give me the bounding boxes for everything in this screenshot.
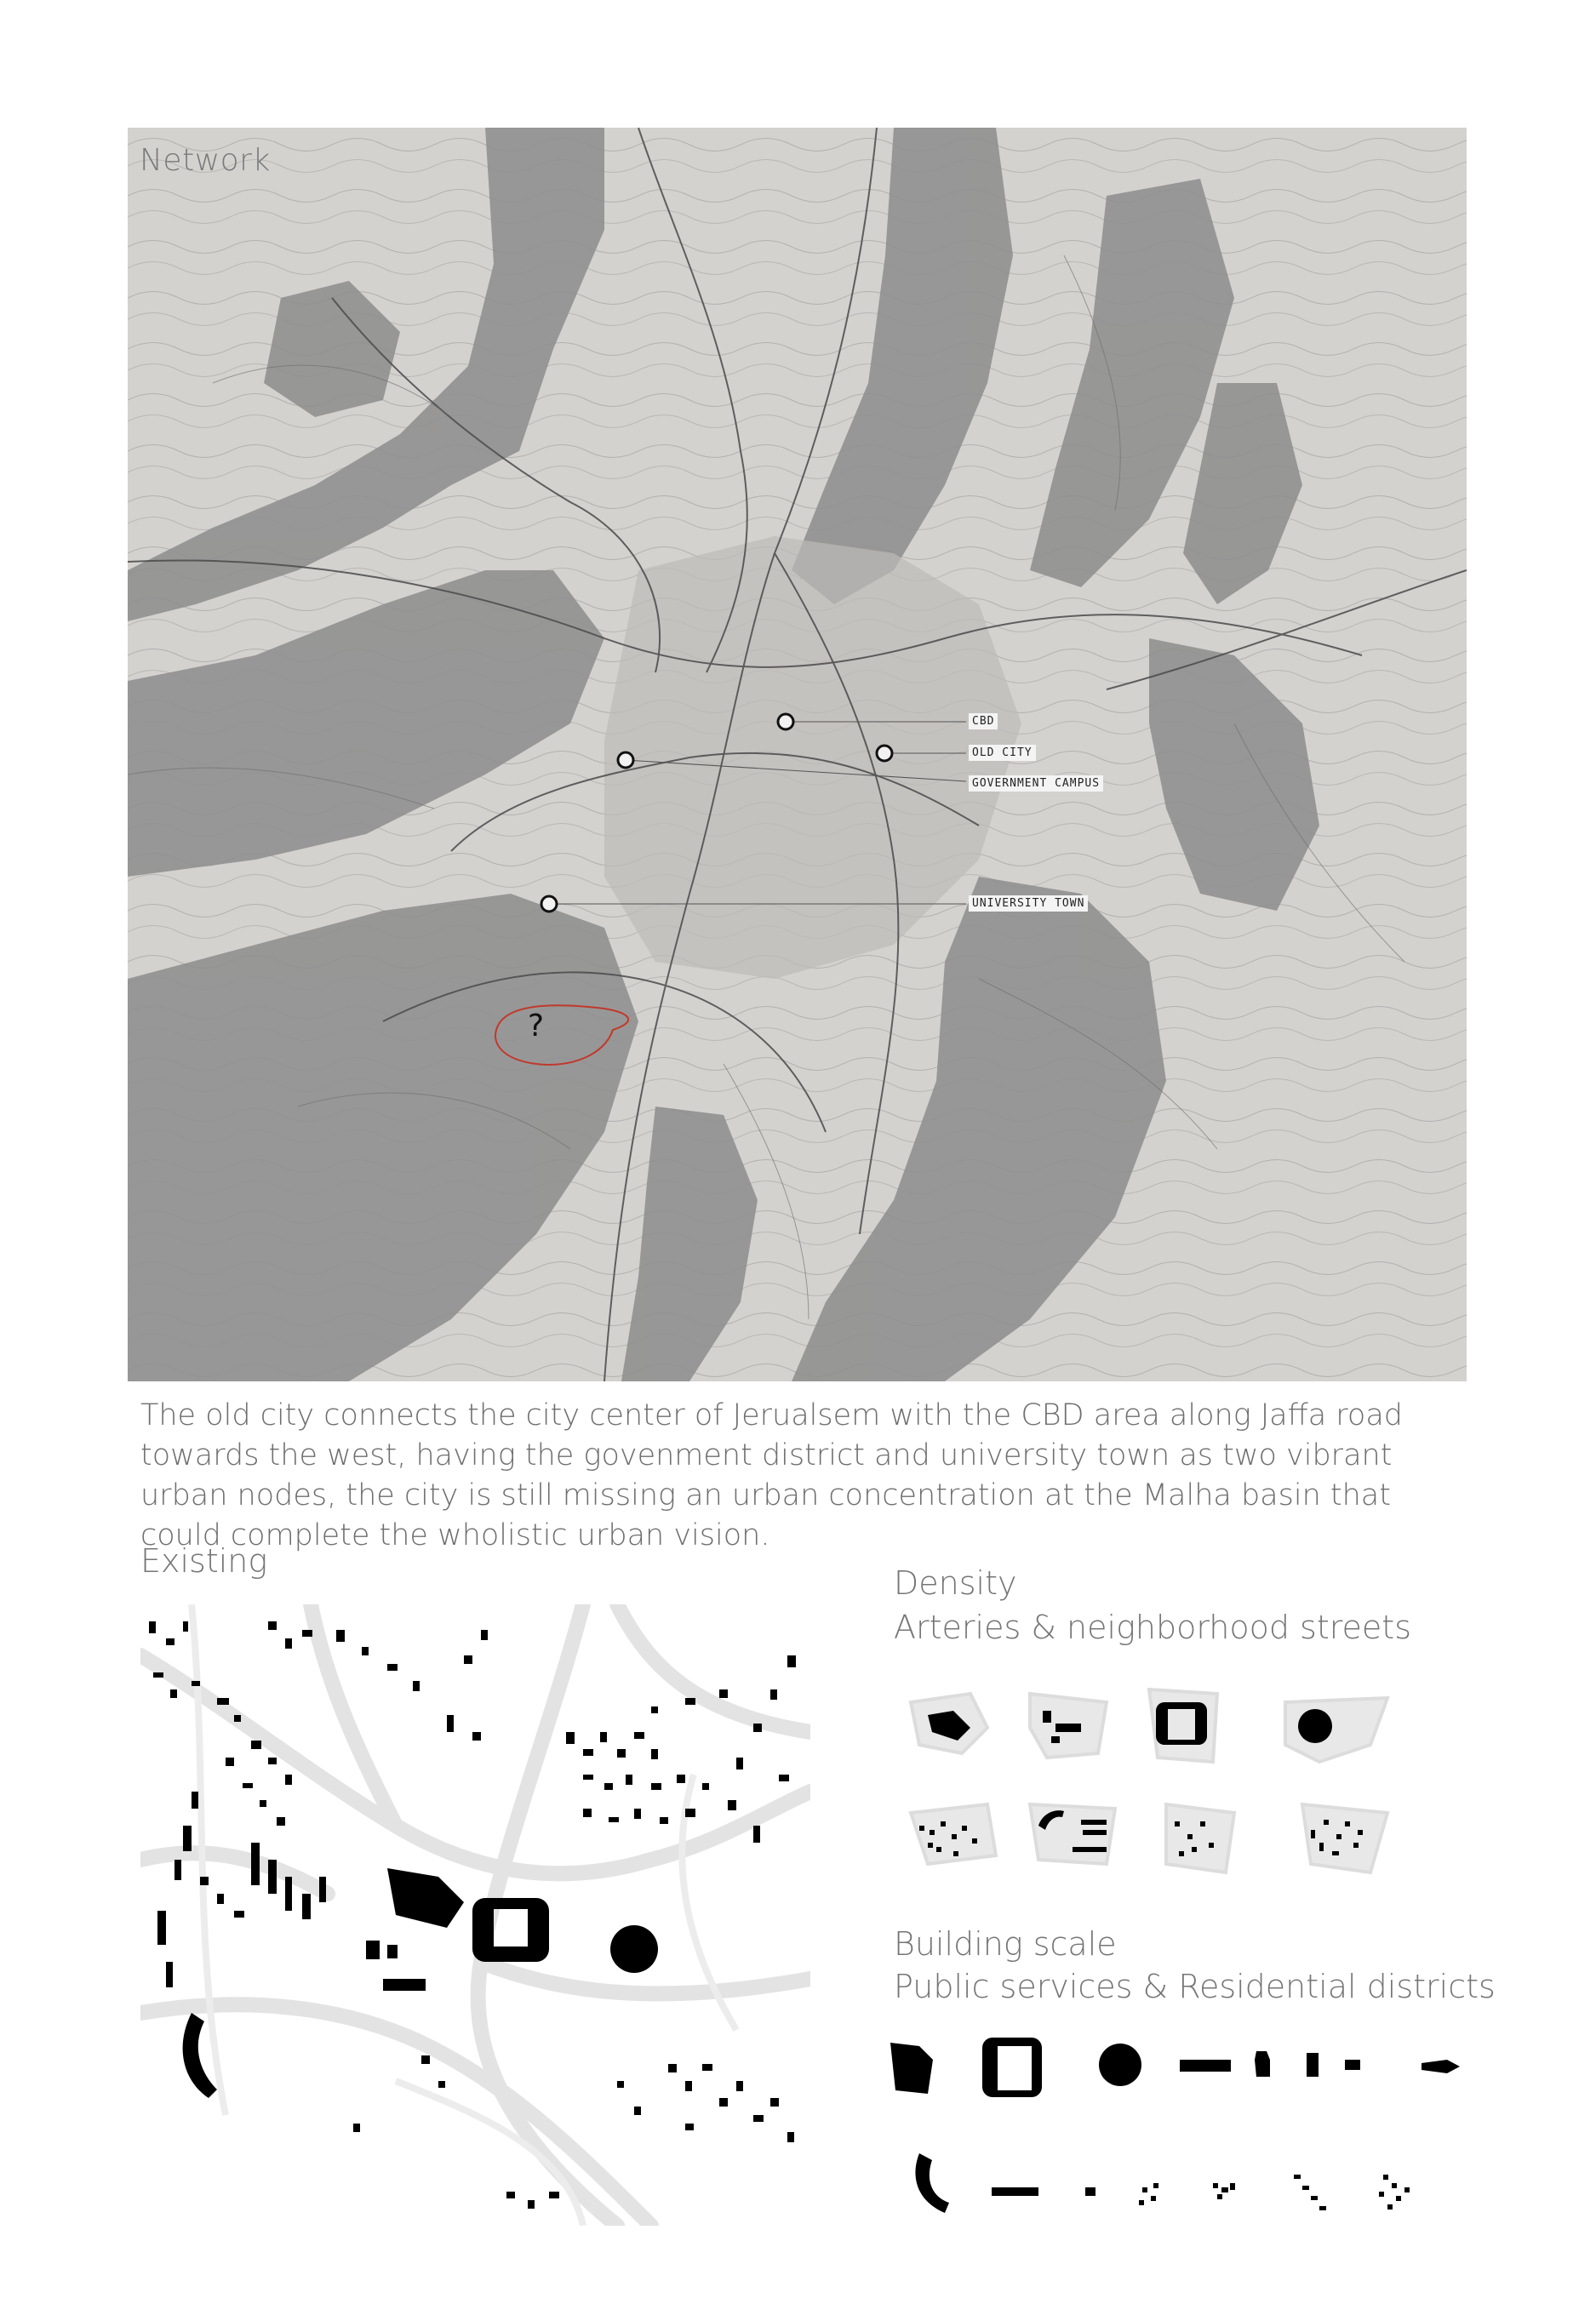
density-subtitle: Arteries & neighborhood streets (894, 1609, 1411, 1646)
map-caption: The old city connects the city center of Jerualsem with the CBD area along Jaffa road towards the west, having the govenment district and university town as two vibrant urban nodes, the city is still missing an urban concentration at the Malha basin that could complete the wholistic urban vision. (140, 1398, 1403, 1552)
question-mark: ? (528, 1009, 545, 1043)
gov-node-marker (618, 752, 633, 768)
cbd-label: CBD (969, 713, 998, 729)
map-title: Network (140, 143, 271, 178)
uni-node-marker (541, 896, 557, 912)
network-map (128, 128, 1467, 1381)
building-scale-title: Building scale (894, 1925, 1117, 1963)
cbd-node-marker (778, 714, 793, 729)
university-town-label: UNIVERSITY TOWN (969, 895, 1088, 912)
density-title: Density (894, 1564, 1017, 1602)
map-graphic (128, 128, 1467, 1381)
density-diagrams (894, 1677, 1439, 1898)
existing-title: Existing (140, 1542, 268, 1580)
old-city-node-marker (877, 746, 892, 761)
existing-figure-ground (140, 1604, 810, 2226)
building-scale-subtitle: Public services & Residential districts (894, 1968, 1496, 2005)
old-city-label: OLD CITY (969, 745, 1036, 761)
government-campus-label: GOVERNMENT CAMPUS (969, 775, 1103, 792)
building-scale-diagrams (885, 2026, 1481, 2238)
